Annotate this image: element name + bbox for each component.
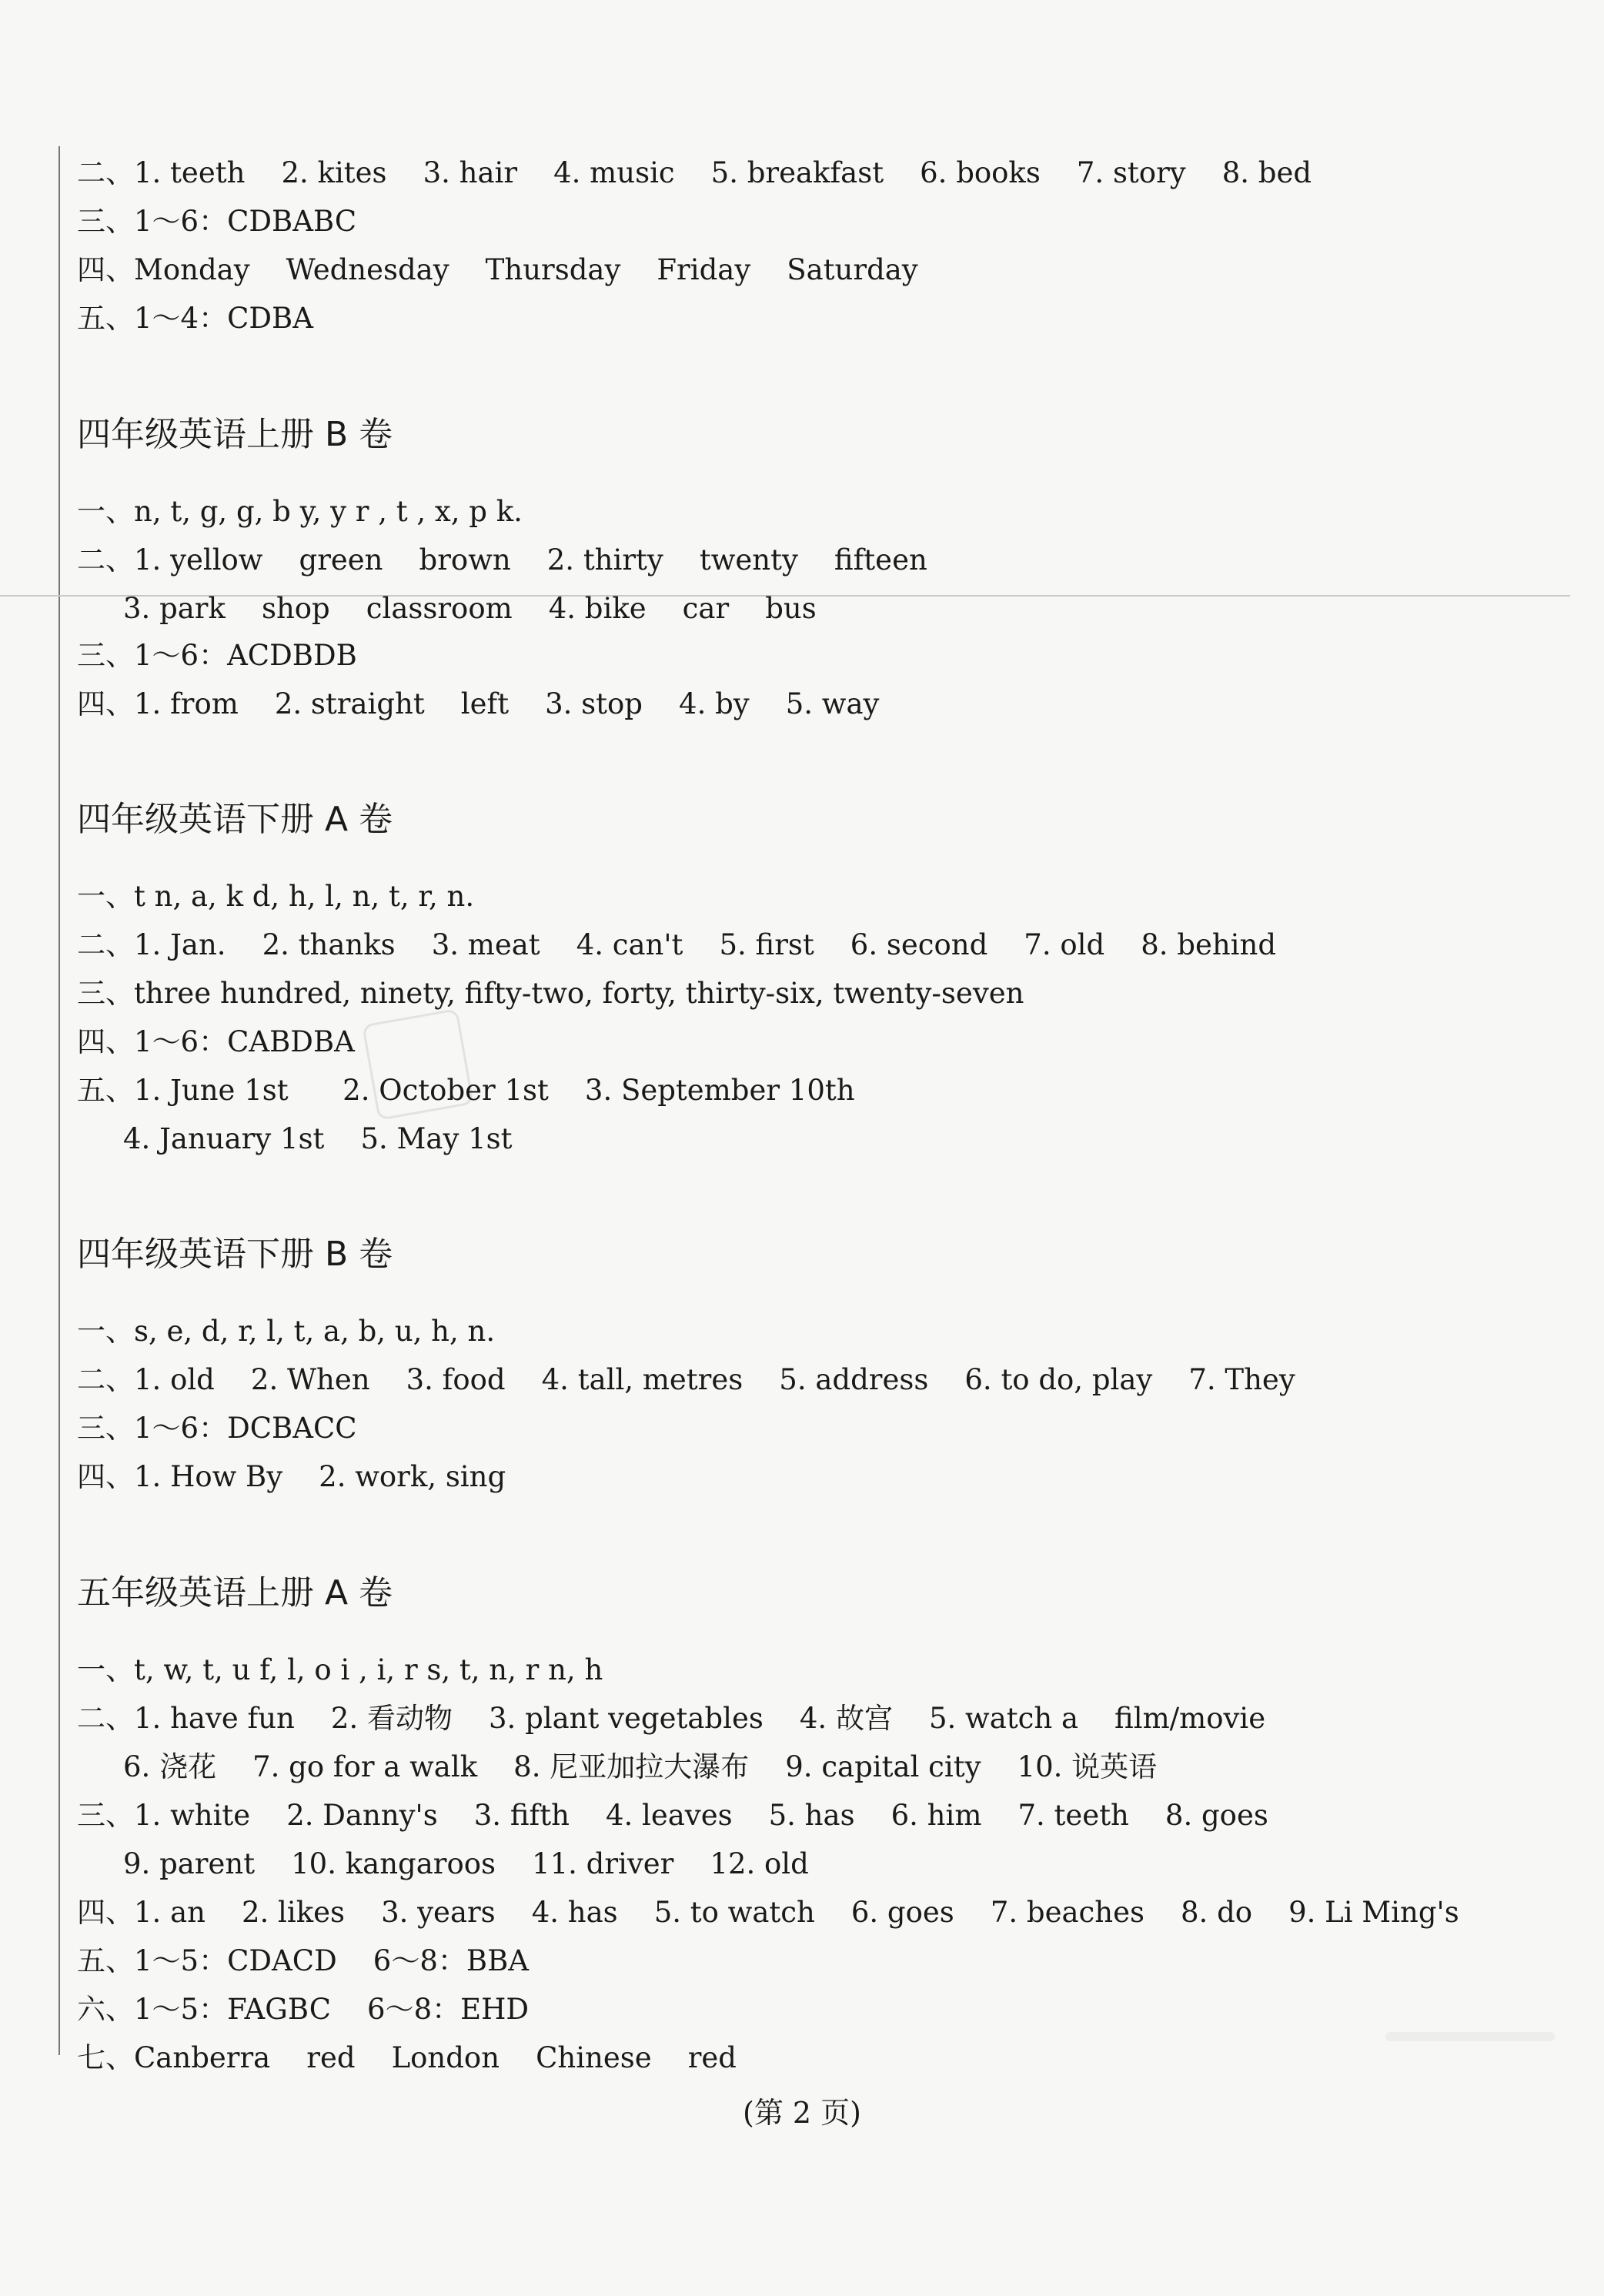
- margin-line: [58, 146, 60, 2055]
- section-title: 四年级英语上册 B 卷: [77, 415, 393, 454]
- answer-line: 四、Monday Wednesday Thursday Friday Saturday: [77, 253, 918, 286]
- answer-line: 一、t n, a, k d, h, l, n, t, r, n.: [77, 880, 475, 913]
- answer-line: 9. parent 10. kangaroos 11. driver 12. old: [123, 1847, 809, 1880]
- answer-line: 3. park shop classroom 4. bike car bus: [123, 592, 817, 625]
- answer-line: 三、three hundred, ninety, fifty-two, forty, thirty-six, twenty-seven: [77, 977, 1024, 1010]
- answer-line: 四、1. How By 2. work, sing: [77, 1460, 506, 1493]
- answer-line: 四、1～6：CABDBA: [77, 1025, 355, 1058]
- answer-line: 七、Canberra red London Chinese red: [77, 2041, 737, 2074]
- answer-line: 三、1. white 2. Danny's 3. fifth 4. leaves 5. has 6. him 7. teeth 8. goes: [77, 1799, 1268, 1832]
- page-number: (第 2 页): [743, 2096, 861, 2130]
- section-title: 四年级英语下册 A 卷: [77, 800, 393, 839]
- answer-line: 三、1～6：ACDBDB: [77, 639, 357, 672]
- answer-line: 一、s, e, d, r, l, t, a, b, u, h, n.: [77, 1315, 496, 1348]
- answer-line: 三、1～6：DCBACC: [77, 1412, 357, 1445]
- answer-line: 二、1. Jan. 2. thanks 3. meat 4. can't 5. first 6. second 7. old 8. behind: [77, 928, 1277, 961]
- answer-line: 四、1. from 2. straight left 3. stop 4. by 5. way: [77, 687, 880, 720]
- answer-line: 六、1～5：FAGBC 6～8：EHD: [77, 1993, 530, 2026]
- answer-line: 一、t, w, t, u f, l, o i , i, r s, t, n, r n, h: [77, 1653, 603, 1686]
- answer-line: 五、1. June 1st 2. October 1st 3. September 10th: [77, 1074, 855, 1107]
- section-title: 四年级英语下册 B 卷: [77, 1235, 393, 1274]
- answer-line: 二、1. have fun 2. 看动物 3. plant vegetables 4. 故宫 5. watch a film/movie: [77, 1702, 1266, 1735]
- answer-line: 三、1～6：CDBABC: [77, 205, 357, 238]
- answer-line: 4. January 1st 5. May 1st: [123, 1122, 513, 1155]
- answer-line: 二、1. teeth 2. kites 3. hair 4. music 5. breakfast 6. books 7. story 8. bed: [77, 156, 1312, 189]
- scan-smudge: [1385, 2032, 1555, 2041]
- answer-line: 二、1. old 2. When 3. food 4. tall, metres 5. address 6. to do, play 7. They: [77, 1363, 1295, 1396]
- answer-line: 6. 浇花 7. go for a walk 8. 尼亚加拉大瀑布 9. capital city 10. 说英语: [123, 1750, 1158, 1783]
- answer-line: 一、n, t, g, g, b y, y r , t , x, p k.: [77, 495, 523, 528]
- answer-line: 二、1. yellow green brown 2. thirty twenty fifteen: [77, 543, 927, 577]
- answer-line: 五、1～5：CDACD 6～8：BBA: [77, 1944, 529, 1977]
- answer-line: 五、1～4：CDBA: [77, 302, 313, 335]
- section-title: 五年级英语上册 A 卷: [77, 1573, 393, 1613]
- answer-line: 四、1. an 2. likes 3. years 4. has 5. to watch 6. goes 7. beaches 8. do 9. Li Ming's: [77, 1896, 1459, 1929]
